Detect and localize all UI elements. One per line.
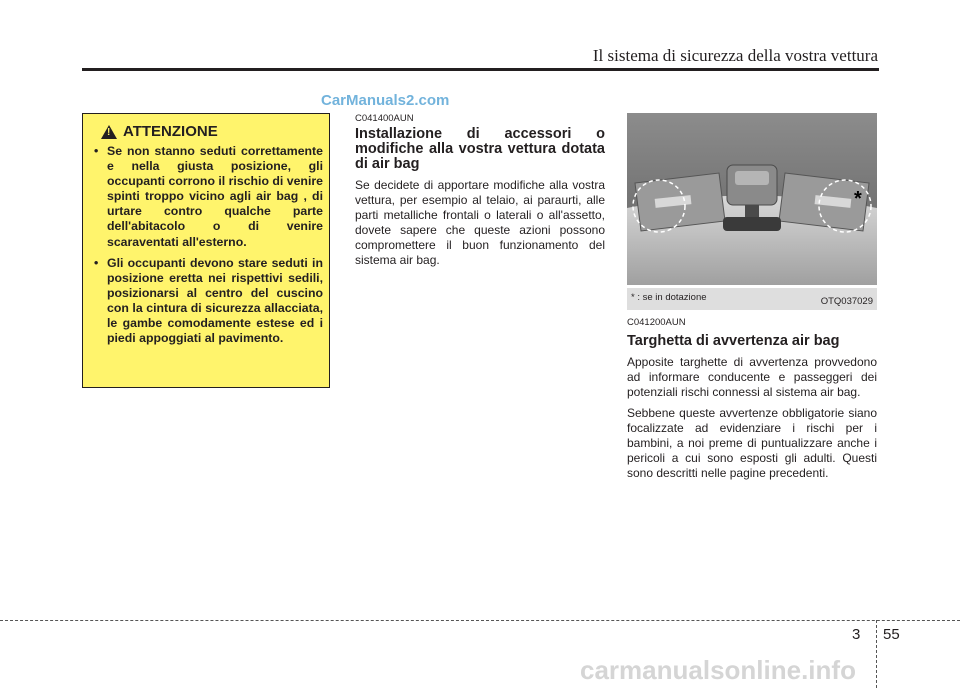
- section-code: C041200AUN: [627, 317, 686, 328]
- warning-item: • Gli occupanti devono stare seduti in posizione eretta nei rispettivi sedili, posizionarsi al centro del cuscino con la cintura di sicurezza allacciata, le gambe comodamente estese ed i piedi appoggiati al pavimento.: [91, 256, 323, 347]
- section-paragraph: Sebbene queste avvertenze obbligatorie siano focalizzate ad evidenziare i rischi per i bambini, a noi preme di puntualizzare anche i pericoli a cui sono esposti gli adulti. Questi sono descritti nelle pagine precedenti.: [627, 406, 877, 480]
- section-accessories: [355, 113, 605, 268]
- caption-note: * : se in dotazione: [631, 292, 707, 303]
- section-body: Se decidete di apportare modifiche alla vostra vettura, per esempio al telaio, ai paraurti, alle parti metalliche frontali o laterali o all'assetto, dovete sapere che queste azioni possono compromettere il buon funzionamento del sistema air bag.: [355, 178, 605, 267]
- warning-triangle-icon: !: [101, 125, 117, 139]
- watermark-top: CarManuals2.com: [321, 92, 450, 109]
- footer-divider: [876, 620, 877, 688]
- section-code: C041400AUN: [355, 113, 414, 124]
- sun-visor-photo: [627, 113, 877, 285]
- watermark-bottom: carmanualsonline.info: [580, 655, 856, 685]
- warning-header: [101, 123, 218, 140]
- section-heading: Installazione di accessori o modifiche alla vostra vettura dotata di air bag: [355, 126, 605, 172]
- caption-code: OTQ037029: [820, 296, 873, 307]
- figure-caption: [627, 288, 877, 310]
- running-header-title: Il sistema di sicurezza della vostra vettura: [592, 46, 878, 65]
- warning-box: [82, 113, 330, 388]
- figure-asterisk: *: [854, 188, 862, 210]
- chapter-number: 3: [852, 626, 861, 643]
- section-warning-label: [627, 317, 877, 487]
- warning-title: ATTENZIONE: [123, 123, 218, 140]
- warning-list: [91, 144, 323, 352]
- sun-visor-illustration: [627, 113, 877, 285]
- header-rule: [82, 68, 879, 71]
- page-number: 55: [883, 626, 900, 643]
- section-paragraph: Apposite targhette di avvertenza provvedono ad informare conducente e passeggeri dei potenziali rischi connessi al sistema air bag.: [627, 355, 877, 399]
- footer-rule: [0, 620, 960, 621]
- warning-item: • Se non stanno seduti correttamente e nella giusta posizione, gli occupanti corrono il rischio di venire spinti troppo vicino agli air bag , di urtare contro qualche parte dell'abitacolo o di venire scaraventati all'esterno.: [91, 144, 323, 250]
- section-heading: Targhetta di avvertenza air bag: [627, 333, 840, 349]
